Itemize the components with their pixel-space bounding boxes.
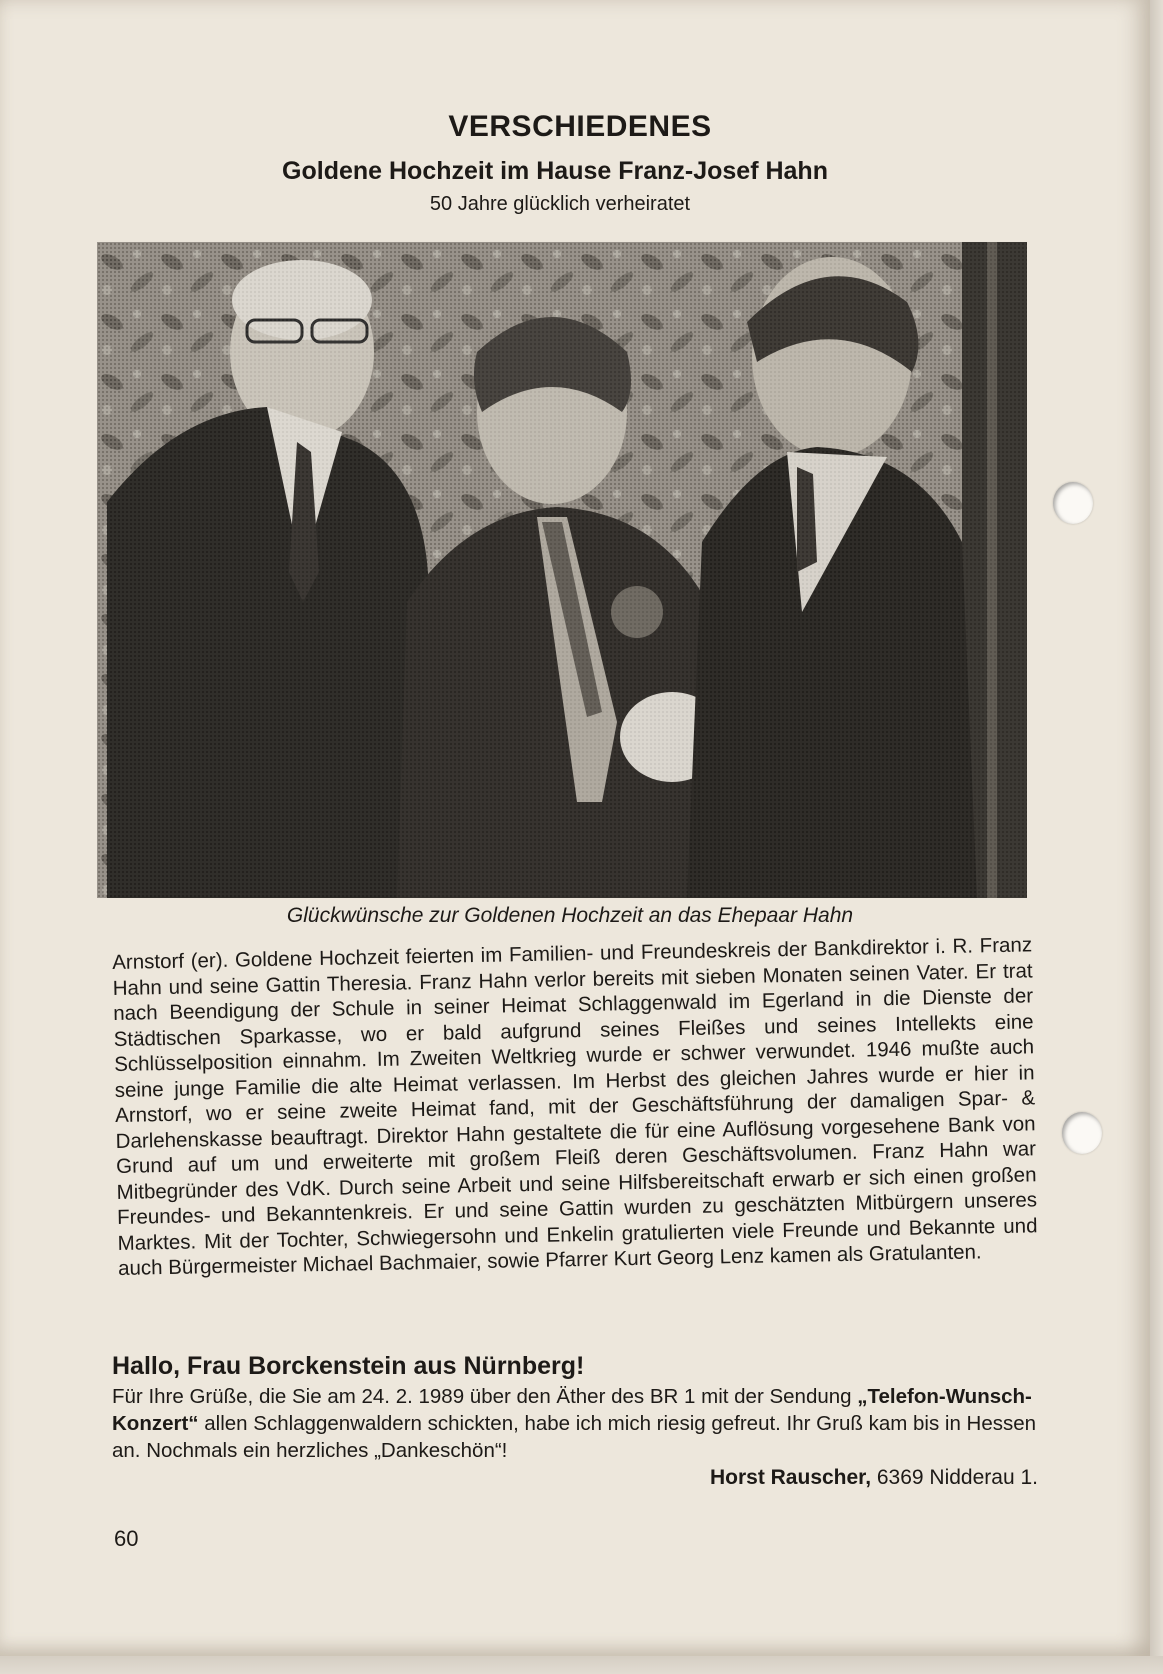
article-headline: Goldene Hochzeit im Hause Franz-Josef Hahn xyxy=(282,157,828,185)
punch-hole-upper xyxy=(1053,482,1093,524)
photo-golden-wedding xyxy=(97,242,1027,898)
section-title: VERSCHIEDENES xyxy=(448,110,712,143)
page-edge xyxy=(1150,0,1163,1674)
greeting-text-bold: „Telefon-Wunsch-Konzert“ xyxy=(112,1385,1032,1435)
greeting-text xyxy=(112,1383,1037,1464)
article-subheadline: 50 Jahre glücklich verheiratet xyxy=(429,193,691,215)
page-bottom-edge xyxy=(0,1656,1163,1674)
signature-place: 6369 Nidderau 1. xyxy=(876,1466,1038,1489)
signature xyxy=(560,1466,1038,1490)
page-number: 60 xyxy=(114,1526,139,1551)
greeting-text-before: Für Ihre Grüße, die Sie am 24. 2. 1989 über den Äther des BR 1 mit der Sendung xyxy=(112,1385,858,1408)
article-body: Arnstorf (er). Goldene Hochzeit feierten im Familien- und Freundeskreis der Bankdirektor i. R. Franz Hahn und seine Gattin Theresia. Franz Hahn verlor bereits mit sieben Monaten seinen Vater. Er trat nach Beendigung der Schule in seiner Heimat Schlaggenwald im Egerland in die Dienste der Städtischen Sparkasse, wo er bald aufgrund seines Fleißes und seines Intellekts eine Schlüsselposition einnahm. Im Zweiten Weltkrieg wurde er schwer verwundet. 1946 mußte auch seine junge Familie die alte Heimat verlassen. Im Herbst des gleichen Jahres wurde er hier in Arnstorf, wo er seine zweite Heimat fand, mit der Geschäftsführung der damaligen Spar- & Darlehenskasse beauftragt. Direktor Hahn gestaltete die für eine Auflösung vorgesehene Bank von Grund auf um und erweiterte mit großem Fleiß deren Geschäftsvolumen. Franz Hahn war Mitbegründer des VdK. Durch seine Arbeit und seine Hilfsbereitschaft erwarb er sich einen großen Freundes- und Bekanntenkreis. Er und seine Gattin wurden zu geschätzten Mitbürgern unseres Marktes. Mit der Tochter, Schwiegersohn und Enkelin gratulierten viele Freunde und Bekannte und auch Bürgermeister Michael Bachmaier, sowie Pfarrer Kurt Georg Lenz kamen als Gratulanten. xyxy=(112,933,1038,1280)
signature-name: Horst Rauscher, xyxy=(709,1466,872,1489)
punch-hole-lower xyxy=(1062,1112,1102,1154)
greeting-headline: Hallo, Frau Borckenstein aus Nürnberg! xyxy=(112,1352,585,1380)
photo-illustration xyxy=(97,242,1027,898)
photo-caption: Glückwünsche zur Goldenen Hochzeit an das Ehepaar Hahn xyxy=(286,904,854,927)
greeting-text-after: allen Schlaggenwaldern schickten, habe ich mich riesig gefreut. Ihr Gruß kam bis in Hessen an. Nochmals ein herzliches „Dankeschön“! xyxy=(112,1412,1037,1462)
